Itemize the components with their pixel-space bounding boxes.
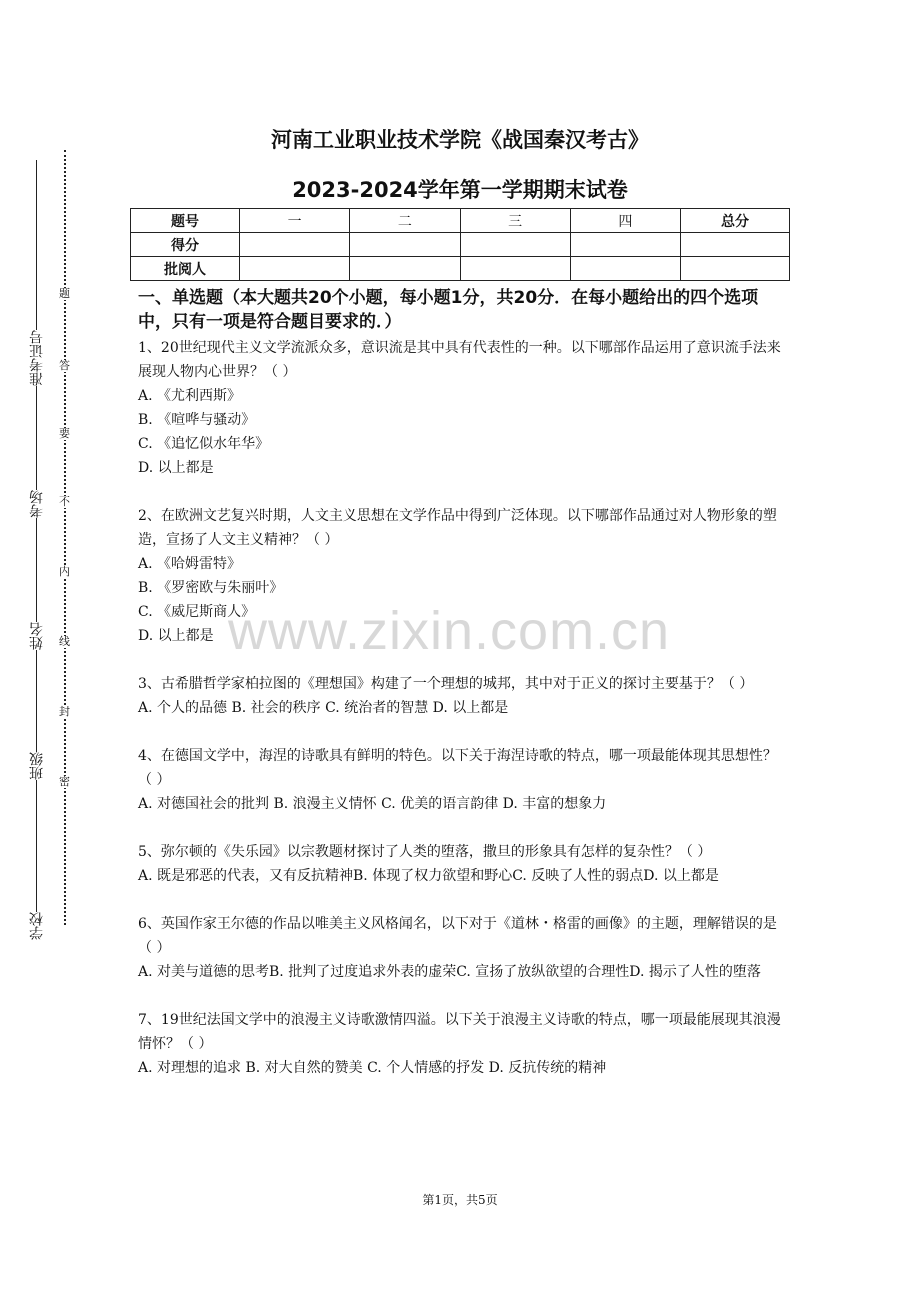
score-row-label: 得分	[131, 233, 240, 257]
binding-solid-line	[36, 160, 37, 935]
class-label: 班级	[29, 752, 45, 780]
seal-char: 封	[59, 705, 70, 718]
score-cell	[350, 233, 460, 257]
option-a: A. 《尤利西斯》	[138, 388, 242, 404]
seal-char: 不	[59, 495, 70, 508]
score-header-cell: 四	[570, 209, 680, 233]
grader-cell	[681, 257, 790, 281]
question-5	[138, 840, 788, 888]
option-d: D. 以上都是	[138, 460, 214, 476]
exam-title-term: 2023-2024学年第一学期期末试卷	[292, 178, 628, 202]
score-cell	[460, 233, 570, 257]
binding-dotted-line	[64, 150, 66, 925]
score-header-cell: 一	[240, 209, 350, 233]
score-table-header-row	[131, 209, 790, 233]
question-4	[138, 744, 788, 816]
question-stem: 6、英国作家王尔德的作品以唯美主义风格闻名，以下对于《道林・格雷的画像》的主题，理解错误的是（ ）	[138, 916, 777, 956]
option-b: B. 《喧哗与骚动》	[138, 412, 256, 428]
grader-cell	[570, 257, 680, 281]
exam-number-label: 准考证号	[29, 330, 45, 386]
question-7	[138, 1008, 788, 1080]
score-header-cell: 题号	[131, 209, 240, 233]
grader-cell	[350, 257, 460, 281]
name-label: 姓名	[29, 622, 45, 650]
question-stem: 7、19世纪法国文学中的浪漫主义诗歌激情四溢。以下关于浪漫主义诗歌的特点，哪一项最能展现其浪漫情怀？（ ）	[138, 1012, 781, 1052]
grader-row-label: 批阅人	[131, 257, 240, 281]
option-d: D. 以上都是	[138, 628, 214, 644]
question-options: A. 对理想的追求 B. 对大自然的赞美 C. 个人情感的抒发 D. 反抗传统的精神	[138, 1060, 607, 1076]
grader-cell	[460, 257, 570, 281]
option-c: C. 《威尼斯商人》	[138, 604, 256, 620]
seal-char: 内	[59, 565, 70, 578]
score-cell	[681, 233, 790, 257]
watermark: www.zixin.com.cn	[228, 601, 671, 661]
score-header-cell: 总分	[681, 209, 790, 233]
exam-title-school: 河南工业职业技术学院《战国秦汉考古》	[271, 128, 649, 152]
seal-char: 要	[59, 427, 70, 440]
option-a: A. 《哈姆雷特》	[138, 556, 242, 572]
score-header-cell: 三	[460, 209, 570, 233]
seal-char: 线	[59, 635, 70, 648]
exam-content	[138, 286, 788, 1080]
seal-char: 密	[59, 775, 70, 788]
exam-room-label: 考场	[29, 490, 45, 518]
question-1	[138, 336, 788, 480]
question-options: A. 对美与道德的思考B. 批判了过度追求外表的虚荣C. 宣扬了放纵欲望的合理性D. 揭示了人性的堕落	[138, 964, 761, 980]
option-b: B. 《罗密欧与朱丽叶》	[138, 580, 284, 596]
score-header-cell: 二	[350, 209, 460, 233]
seal-char: 题	[59, 287, 70, 300]
question-stem: 5、弥尔顿的《失乐园》以宗教题材探讨了人类的堕落，撒旦的形象具有怎样的复杂性？（ ）	[138, 844, 712, 860]
question-2	[138, 504, 788, 648]
section-title: 一、单选题（本大题共20个小题，每小题1分，共20分．在每小题给出的四个选项中，只有一项是符合题目要求的．）	[138, 288, 759, 332]
grader-cell	[240, 257, 350, 281]
score-row	[131, 233, 790, 257]
question-stem: 4、在德国文学中，海涅的诗歌具有鲜明的特色。以下关于海涅诗歌的特点，哪一项最能体现其思想性？（ ）	[138, 748, 777, 788]
question-6	[138, 912, 788, 984]
question-options: A. 对德国社会的批判 B. 浪漫主义情怀 C. 优美的语言韵律 D. 丰富的想象力	[138, 796, 607, 812]
score-cell	[570, 233, 680, 257]
score-cell	[240, 233, 350, 257]
seal-char: 答	[59, 359, 70, 372]
school-label: 学校	[29, 912, 45, 940]
option-c: C. 《追忆似水年华》	[138, 436, 270, 452]
score-table	[130, 208, 790, 281]
question-options: A. 既是邪恶的代表，又有反抗精神B. 体现了权力欲望和野心C. 反映了人性的弱点D. 以上都是	[138, 868, 719, 884]
question-stem: 2、在欧洲文艺复兴时期，人文主义思想在文学作品中得到广泛体现。以下哪部作品通过对人物形象的塑造，宣扬了人文主义精神？（ ）	[138, 508, 777, 548]
page-footer: 第1页，共5页	[422, 1193, 498, 1207]
grader-row	[131, 257, 790, 281]
question-stem: 1、20世纪现代主义文学流派众多，意识流是其中具有代表性的一种。以下哪部作品运用了意识流手法来展现人物内心世界？（ ）	[138, 340, 781, 380]
question-3	[138, 672, 788, 720]
question-stem: 3、古希腊哲学家柏拉图的《理想国》构建了一个理想的城邦，其中对于正义的探讨主要基于？（ ）	[138, 676, 754, 692]
question-options: A. 个人的品德 B. 社会的秩序 C. 统治者的智慧 D. 以上都是	[138, 700, 509, 716]
